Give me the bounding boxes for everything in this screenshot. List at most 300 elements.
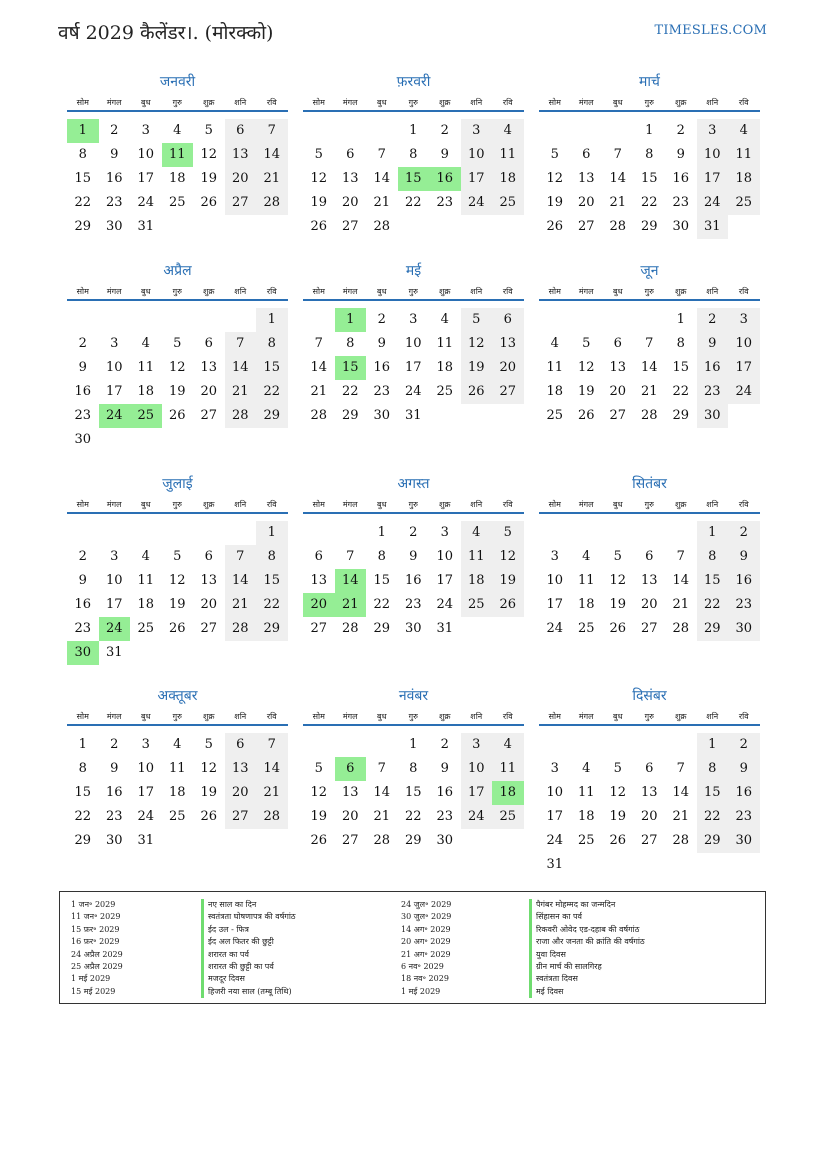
- day-cell: 10: [436, 549, 454, 564]
- day-cell: 21: [672, 597, 690, 612]
- holiday-day-cell: 16: [429, 167, 461, 191]
- day-cell: 24: [404, 384, 422, 399]
- weekday-header: गुरु: [172, 712, 182, 721]
- day-cell: 15: [697, 781, 729, 805]
- month-divider: [303, 724, 524, 726]
- day-cell: 29: [341, 408, 359, 423]
- day-cell: 24: [546, 833, 564, 848]
- day-cell: 22: [404, 809, 422, 824]
- weekday-header: शुक्र: [674, 712, 687, 721]
- weekday-header: बुध: [613, 98, 623, 107]
- weekday-header: मंगल: [578, 98, 594, 107]
- day-cell: 27: [640, 621, 658, 636]
- day-cell: 30: [105, 833, 123, 848]
- day-cell: 28: [672, 833, 690, 848]
- day-cell: 14: [225, 569, 257, 593]
- day-cell: 20: [640, 597, 658, 612]
- day-cell: 27: [492, 380, 524, 404]
- day-cell: 17: [137, 171, 155, 186]
- day-cell: 19: [609, 597, 627, 612]
- day-cell: 16: [728, 569, 760, 593]
- month-1: [67, 72, 288, 292]
- day-cell: 17: [137, 785, 155, 800]
- day-cell: 11: [577, 785, 595, 800]
- day-cell: 10: [728, 332, 760, 356]
- weekday-header: सोम: [548, 712, 561, 721]
- weekday-header: मंगल: [578, 500, 594, 509]
- day-cell: 24: [546, 621, 564, 636]
- weekday-header: मंगल: [106, 287, 122, 296]
- weekday-header: मंगल: [578, 287, 594, 296]
- day-cell: 21: [609, 195, 627, 210]
- holiday-name: शरारत की छुट्टी का पर्व: [201, 961, 296, 973]
- day-cell: 4: [550, 336, 559, 351]
- weekday-header: शुक्र: [438, 98, 451, 107]
- day-cell: 5: [492, 521, 524, 545]
- month-name: मार्च: [639, 74, 660, 90]
- holiday-name: हिजरी नया साल (तम्बू तिथि): [201, 986, 296, 998]
- day-cell: 3: [697, 119, 729, 143]
- day-cell: 10: [105, 360, 123, 375]
- day-cell: 12: [168, 573, 186, 588]
- day-cell: 8: [377, 549, 386, 564]
- holiday-list: [59, 891, 766, 1004]
- day-cell: 26: [168, 408, 186, 423]
- day-cell: 22: [74, 809, 92, 824]
- day-cell: 25: [137, 621, 155, 636]
- day-cell: 27: [341, 219, 359, 234]
- day-cell: 9: [377, 336, 386, 351]
- day-cell: 21: [640, 384, 658, 399]
- holiday-date: 20 अग॰ 2029: [401, 937, 451, 947]
- holiday-dates-right: [401, 899, 451, 998]
- day-cell: 3: [409, 312, 418, 327]
- day-cell: 2: [78, 336, 87, 351]
- day-cell: 12: [310, 785, 328, 800]
- day-cell: 30: [436, 833, 454, 848]
- day-cell: 21: [225, 380, 257, 404]
- day-cell: 5: [461, 308, 493, 332]
- weekday-header: सोम: [76, 287, 89, 296]
- day-cell: 2: [728, 521, 760, 545]
- day-cell: 22: [404, 195, 422, 210]
- day-cell: 19: [310, 195, 328, 210]
- day-cell: 20: [492, 356, 524, 380]
- day-cell: 18: [577, 597, 595, 612]
- month-name: जनवरी: [159, 74, 196, 90]
- month-name: अक्तूबर: [157, 688, 198, 704]
- month-name: अगस्त: [397, 476, 430, 492]
- weekday-header: सोम: [312, 500, 325, 509]
- day-cell: 27: [225, 805, 257, 829]
- day-cell: 13: [310, 573, 328, 588]
- weekday-header: रवि: [502, 98, 513, 107]
- day-cell: 17: [728, 356, 760, 380]
- month-8: [303, 474, 524, 694]
- day-cell: 2: [110, 123, 119, 138]
- day-cell: 6: [492, 308, 524, 332]
- holiday-date: 24 अप्रैल 2029: [71, 949, 123, 959]
- day-cell: 24: [461, 191, 493, 215]
- day-cell: 25: [168, 195, 186, 210]
- day-cell: 4: [461, 521, 493, 545]
- day-cell: 24: [461, 805, 493, 829]
- day-cell: 9: [78, 573, 87, 588]
- day-cell: 23: [672, 195, 690, 210]
- day-cell: 22: [74, 195, 92, 210]
- holiday-date: 1 जन॰ 2029: [71, 900, 116, 909]
- day-cell: 26: [546, 219, 564, 234]
- holiday-name: शरारत का पर्व: [201, 949, 296, 961]
- day-cell: 7: [613, 147, 622, 162]
- holiday-name: नए साल का दिन: [201, 899, 296, 911]
- day-cell: 25: [492, 191, 524, 215]
- day-cell: 6: [645, 549, 654, 564]
- weekday-header: शनि: [234, 287, 247, 296]
- month-7: [67, 474, 288, 694]
- day-cell: 2: [676, 123, 685, 138]
- weekday-header: मंगल: [578, 712, 594, 721]
- day-cell: 10: [461, 143, 493, 167]
- day-cell: 1: [256, 308, 288, 332]
- weekday-header: रवि: [266, 98, 277, 107]
- day-cell: 10: [546, 785, 564, 800]
- day-cell: 11: [546, 360, 564, 375]
- weekday-header: शनि: [706, 500, 719, 509]
- day-cell: 2: [697, 308, 729, 332]
- day-cell: 8: [346, 336, 355, 351]
- day-cell: 16: [105, 171, 123, 186]
- day-cell: 17: [461, 781, 493, 805]
- day-cell: 14: [373, 171, 391, 186]
- day-cell: 17: [546, 809, 564, 824]
- day-cell: 14: [373, 785, 391, 800]
- day-cell: 19: [577, 384, 595, 399]
- day-cell: 29: [74, 219, 92, 234]
- holiday-date: 1 मई 2029: [71, 974, 111, 984]
- day-cell: 19: [200, 171, 218, 186]
- month-name: अप्रैल: [163, 263, 192, 279]
- day-cell: 13: [492, 332, 524, 356]
- day-cell: 13: [609, 360, 627, 375]
- holiday-date: 14 अग॰ 2029: [401, 924, 451, 934]
- day-cell: 18: [137, 597, 155, 612]
- day-cell: 15: [672, 360, 690, 375]
- holiday-name: सिंहासन का पर्व: [529, 911, 645, 923]
- day-cell: 15: [373, 573, 391, 588]
- day-cell: 18: [461, 569, 493, 593]
- day-cell: 27: [200, 621, 218, 636]
- weekday-header: बुध: [141, 98, 151, 107]
- day-cell: 16: [728, 781, 760, 805]
- day-cell: 14: [225, 356, 257, 380]
- weekday-header: मंगल: [106, 500, 122, 509]
- day-cell: 23: [436, 195, 454, 210]
- day-cell: 26: [492, 593, 524, 617]
- day-cell: 20: [609, 384, 627, 399]
- weekday-header: सोम: [76, 500, 89, 509]
- weekday-header: बुध: [377, 287, 387, 296]
- day-cell: 20: [225, 167, 257, 191]
- day-cell: 5: [314, 761, 323, 776]
- weekday-header: शुक्र: [202, 98, 215, 107]
- day-cell: 30: [373, 408, 391, 423]
- day-cell: 19: [609, 809, 627, 824]
- holiday-date: 30 जुल॰ 2029: [401, 912, 452, 922]
- month-3: [539, 72, 760, 292]
- holiday-day-cell: 20: [303, 593, 335, 617]
- holiday-date: 15 मई 2029: [71, 986, 116, 996]
- weekday-header: गुरु: [408, 287, 418, 296]
- day-cell: 6: [204, 549, 213, 564]
- day-cell: 9: [110, 147, 119, 162]
- month-name: दिसंबर: [632, 688, 667, 704]
- day-cell: 26: [310, 219, 328, 234]
- day-cell: 27: [577, 219, 595, 234]
- weekday-header: शुक्र: [202, 500, 215, 509]
- day-cell: 17: [105, 384, 123, 399]
- day-cell: 18: [168, 171, 186, 186]
- day-cell: 5: [613, 761, 622, 776]
- day-cell: 7: [314, 336, 323, 351]
- day-cell: 16: [436, 785, 454, 800]
- day-cell: 14: [256, 757, 288, 781]
- day-cell: 7: [346, 549, 355, 564]
- day-cell: 13: [200, 360, 218, 375]
- day-cell: 28: [310, 408, 328, 423]
- day-cell: 26: [461, 380, 493, 404]
- day-cell: 30: [728, 617, 760, 641]
- weekday-header: शनि: [470, 500, 483, 509]
- day-cell: 16: [404, 573, 422, 588]
- month-divider: [303, 110, 524, 112]
- weekday-header: रवि: [266, 712, 277, 721]
- day-cell: 3: [461, 733, 493, 757]
- day-cell: 24: [137, 809, 155, 824]
- weekday-header: मंगल: [342, 712, 358, 721]
- day-cell: 25: [577, 833, 595, 848]
- day-cell: 2: [409, 525, 418, 540]
- day-cell: 19: [310, 809, 328, 824]
- weekday-header: गुरु: [408, 712, 418, 721]
- day-cell: 15: [640, 171, 658, 186]
- day-cell: 23: [404, 597, 422, 612]
- day-cell: 2: [110, 737, 119, 752]
- day-cell: 6: [314, 549, 323, 564]
- day-cell: 4: [728, 119, 760, 143]
- month-divider: [539, 724, 760, 726]
- day-cell: 22: [256, 380, 288, 404]
- day-cell: 10: [697, 143, 729, 167]
- day-cell: 19: [168, 597, 186, 612]
- day-cell: 12: [168, 360, 186, 375]
- day-cell: 28: [373, 833, 391, 848]
- day-cell: 19: [546, 195, 564, 210]
- day-cell: 15: [404, 785, 422, 800]
- holiday-date: 15 फ़र॰ 2029: [71, 924, 120, 934]
- weekday-header: सोम: [312, 287, 325, 296]
- day-cell: 6: [346, 147, 355, 162]
- weekday-header: बुध: [377, 98, 387, 107]
- day-cell: 8: [256, 545, 288, 569]
- day-cell: 21: [310, 384, 328, 399]
- day-cell: 4: [173, 737, 182, 752]
- day-cell: 3: [440, 525, 449, 540]
- holiday-date: 11 जन॰ 2029: [71, 912, 121, 922]
- day-cell: 30: [697, 404, 729, 428]
- day-cell: 6: [582, 147, 591, 162]
- day-cell: 14: [256, 143, 288, 167]
- day-cell: 4: [141, 336, 150, 351]
- month-divider: [67, 110, 288, 112]
- holiday-name: पैगंबर मोहम्मद का जन्मदिन: [529, 899, 645, 911]
- day-cell: 18: [137, 384, 155, 399]
- day-cell: 1: [409, 123, 418, 138]
- day-cell: 14: [672, 573, 690, 588]
- weekday-header: गुरु: [644, 287, 654, 296]
- day-cell: 1: [78, 737, 87, 752]
- day-cell: 12: [492, 545, 524, 569]
- month-divider: [303, 512, 524, 514]
- weekday-header: शनि: [706, 712, 719, 721]
- holiday-day-cell: 24: [99, 617, 131, 641]
- day-cell: 9: [409, 549, 418, 564]
- day-cell: 10: [105, 573, 123, 588]
- day-cell: 31: [137, 219, 155, 234]
- day-cell: 24: [728, 380, 760, 404]
- day-cell: 16: [74, 597, 92, 612]
- day-cell: 7: [676, 761, 685, 776]
- holiday-name: मजदूर दिवस: [201, 973, 296, 985]
- weekday-header: शनि: [470, 98, 483, 107]
- day-cell: 10: [404, 336, 422, 351]
- day-cell: 24: [137, 195, 155, 210]
- day-cell: 2: [377, 312, 386, 327]
- month-divider: [67, 299, 288, 301]
- day-cell: 31: [105, 645, 123, 660]
- month-10: [67, 686, 288, 906]
- weekday-header: रवि: [266, 287, 277, 296]
- weekday-header: रवि: [738, 98, 749, 107]
- day-cell: 17: [546, 597, 564, 612]
- day-cell: 29: [640, 219, 658, 234]
- day-cell: 16: [672, 171, 690, 186]
- day-cell: 24: [697, 191, 729, 215]
- weekday-header: शनि: [234, 98, 247, 107]
- day-cell: 23: [697, 380, 729, 404]
- day-cell: 13: [341, 785, 359, 800]
- weekday-header: शनि: [234, 500, 247, 509]
- day-cell: 1: [697, 733, 729, 757]
- holiday-date: 1 मई 2029: [401, 986, 441, 996]
- day-cell: 11: [492, 757, 524, 781]
- weekday-header: मंगल: [106, 712, 122, 721]
- holiday-name: राजा और जनता की क्रांति की वर्षगांठ: [529, 936, 645, 948]
- weekday-header: मंगल: [342, 500, 358, 509]
- day-cell: 31: [137, 833, 155, 848]
- day-cell: 18: [546, 384, 564, 399]
- day-cell: 7: [377, 147, 386, 162]
- weekday-header: रवि: [502, 500, 513, 509]
- day-cell: 30: [105, 219, 123, 234]
- day-cell: 11: [137, 360, 155, 375]
- day-cell: 10: [137, 761, 155, 776]
- day-cell: 8: [645, 147, 654, 162]
- weekday-header: गुरु: [172, 98, 182, 107]
- holiday-name: युवा दिवस: [529, 949, 645, 961]
- day-cell: 29: [404, 833, 422, 848]
- day-cell: 9: [440, 147, 449, 162]
- day-cell: 26: [310, 833, 328, 848]
- day-cell: 4: [582, 761, 591, 776]
- day-cell: 27: [225, 191, 257, 215]
- holiday-name: रिकवरी ओवेद एड-दहाब की वर्षगांठ: [529, 924, 645, 936]
- day-cell: 1: [676, 312, 685, 327]
- weekday-header: शुक्र: [438, 712, 451, 721]
- day-cell: 12: [609, 573, 627, 588]
- month-name: सितंबर: [632, 476, 667, 492]
- month-4: [67, 261, 288, 481]
- day-cell: 27: [310, 621, 328, 636]
- month-name: जुलाई: [162, 476, 193, 492]
- weekday-header: मंगल: [342, 287, 358, 296]
- day-cell: 20: [200, 384, 218, 399]
- day-cell: 9: [440, 761, 449, 776]
- day-cell: 11: [461, 545, 493, 569]
- day-cell: 3: [141, 123, 150, 138]
- weekday-header: गुरु: [408, 98, 418, 107]
- day-cell: 30: [728, 829, 760, 853]
- day-cell: 24: [436, 597, 454, 612]
- day-cell: 23: [728, 805, 760, 829]
- day-cell: 28: [373, 219, 391, 234]
- day-cell: 22: [640, 195, 658, 210]
- day-cell: 7: [377, 761, 386, 776]
- holiday-day-cell: 24: [99, 404, 131, 428]
- day-cell: 10: [546, 573, 564, 588]
- day-cell: 4: [582, 549, 591, 564]
- day-cell: 31: [404, 408, 422, 423]
- day-cell: 30: [672, 219, 690, 234]
- day-cell: 3: [110, 549, 119, 564]
- weekday-header: गुरु: [172, 287, 182, 296]
- day-cell: 25: [436, 384, 454, 399]
- holiday-date: 24 जुल॰ 2029: [401, 900, 452, 909]
- day-cell: 15: [697, 569, 729, 593]
- day-cell: 9: [676, 147, 685, 162]
- day-cell: 26: [200, 809, 218, 824]
- site-brand-link[interactable]: TIMESLES.COM: [654, 23, 767, 38]
- day-cell: 3: [550, 761, 559, 776]
- day-cell: 4: [173, 123, 182, 138]
- day-cell: 22: [672, 384, 690, 399]
- day-cell: 8: [697, 545, 729, 569]
- holiday-day-cell: 30: [67, 641, 99, 665]
- day-cell: 28: [225, 404, 257, 428]
- day-cell: 16: [697, 356, 729, 380]
- day-cell: 7: [225, 545, 257, 569]
- weekday-header: बुध: [613, 287, 623, 296]
- day-cell: 25: [728, 191, 760, 215]
- holiday-name: स्वतंत्रता घोषणापत्र की वर्षगांठ: [201, 911, 296, 923]
- day-cell: 27: [200, 408, 218, 423]
- holiday-names-right: [529, 899, 645, 998]
- day-cell: 13: [640, 573, 658, 588]
- day-cell: 22: [373, 597, 391, 612]
- day-cell: 23: [105, 195, 123, 210]
- day-cell: 23: [373, 384, 391, 399]
- day-cell: 31: [436, 621, 454, 636]
